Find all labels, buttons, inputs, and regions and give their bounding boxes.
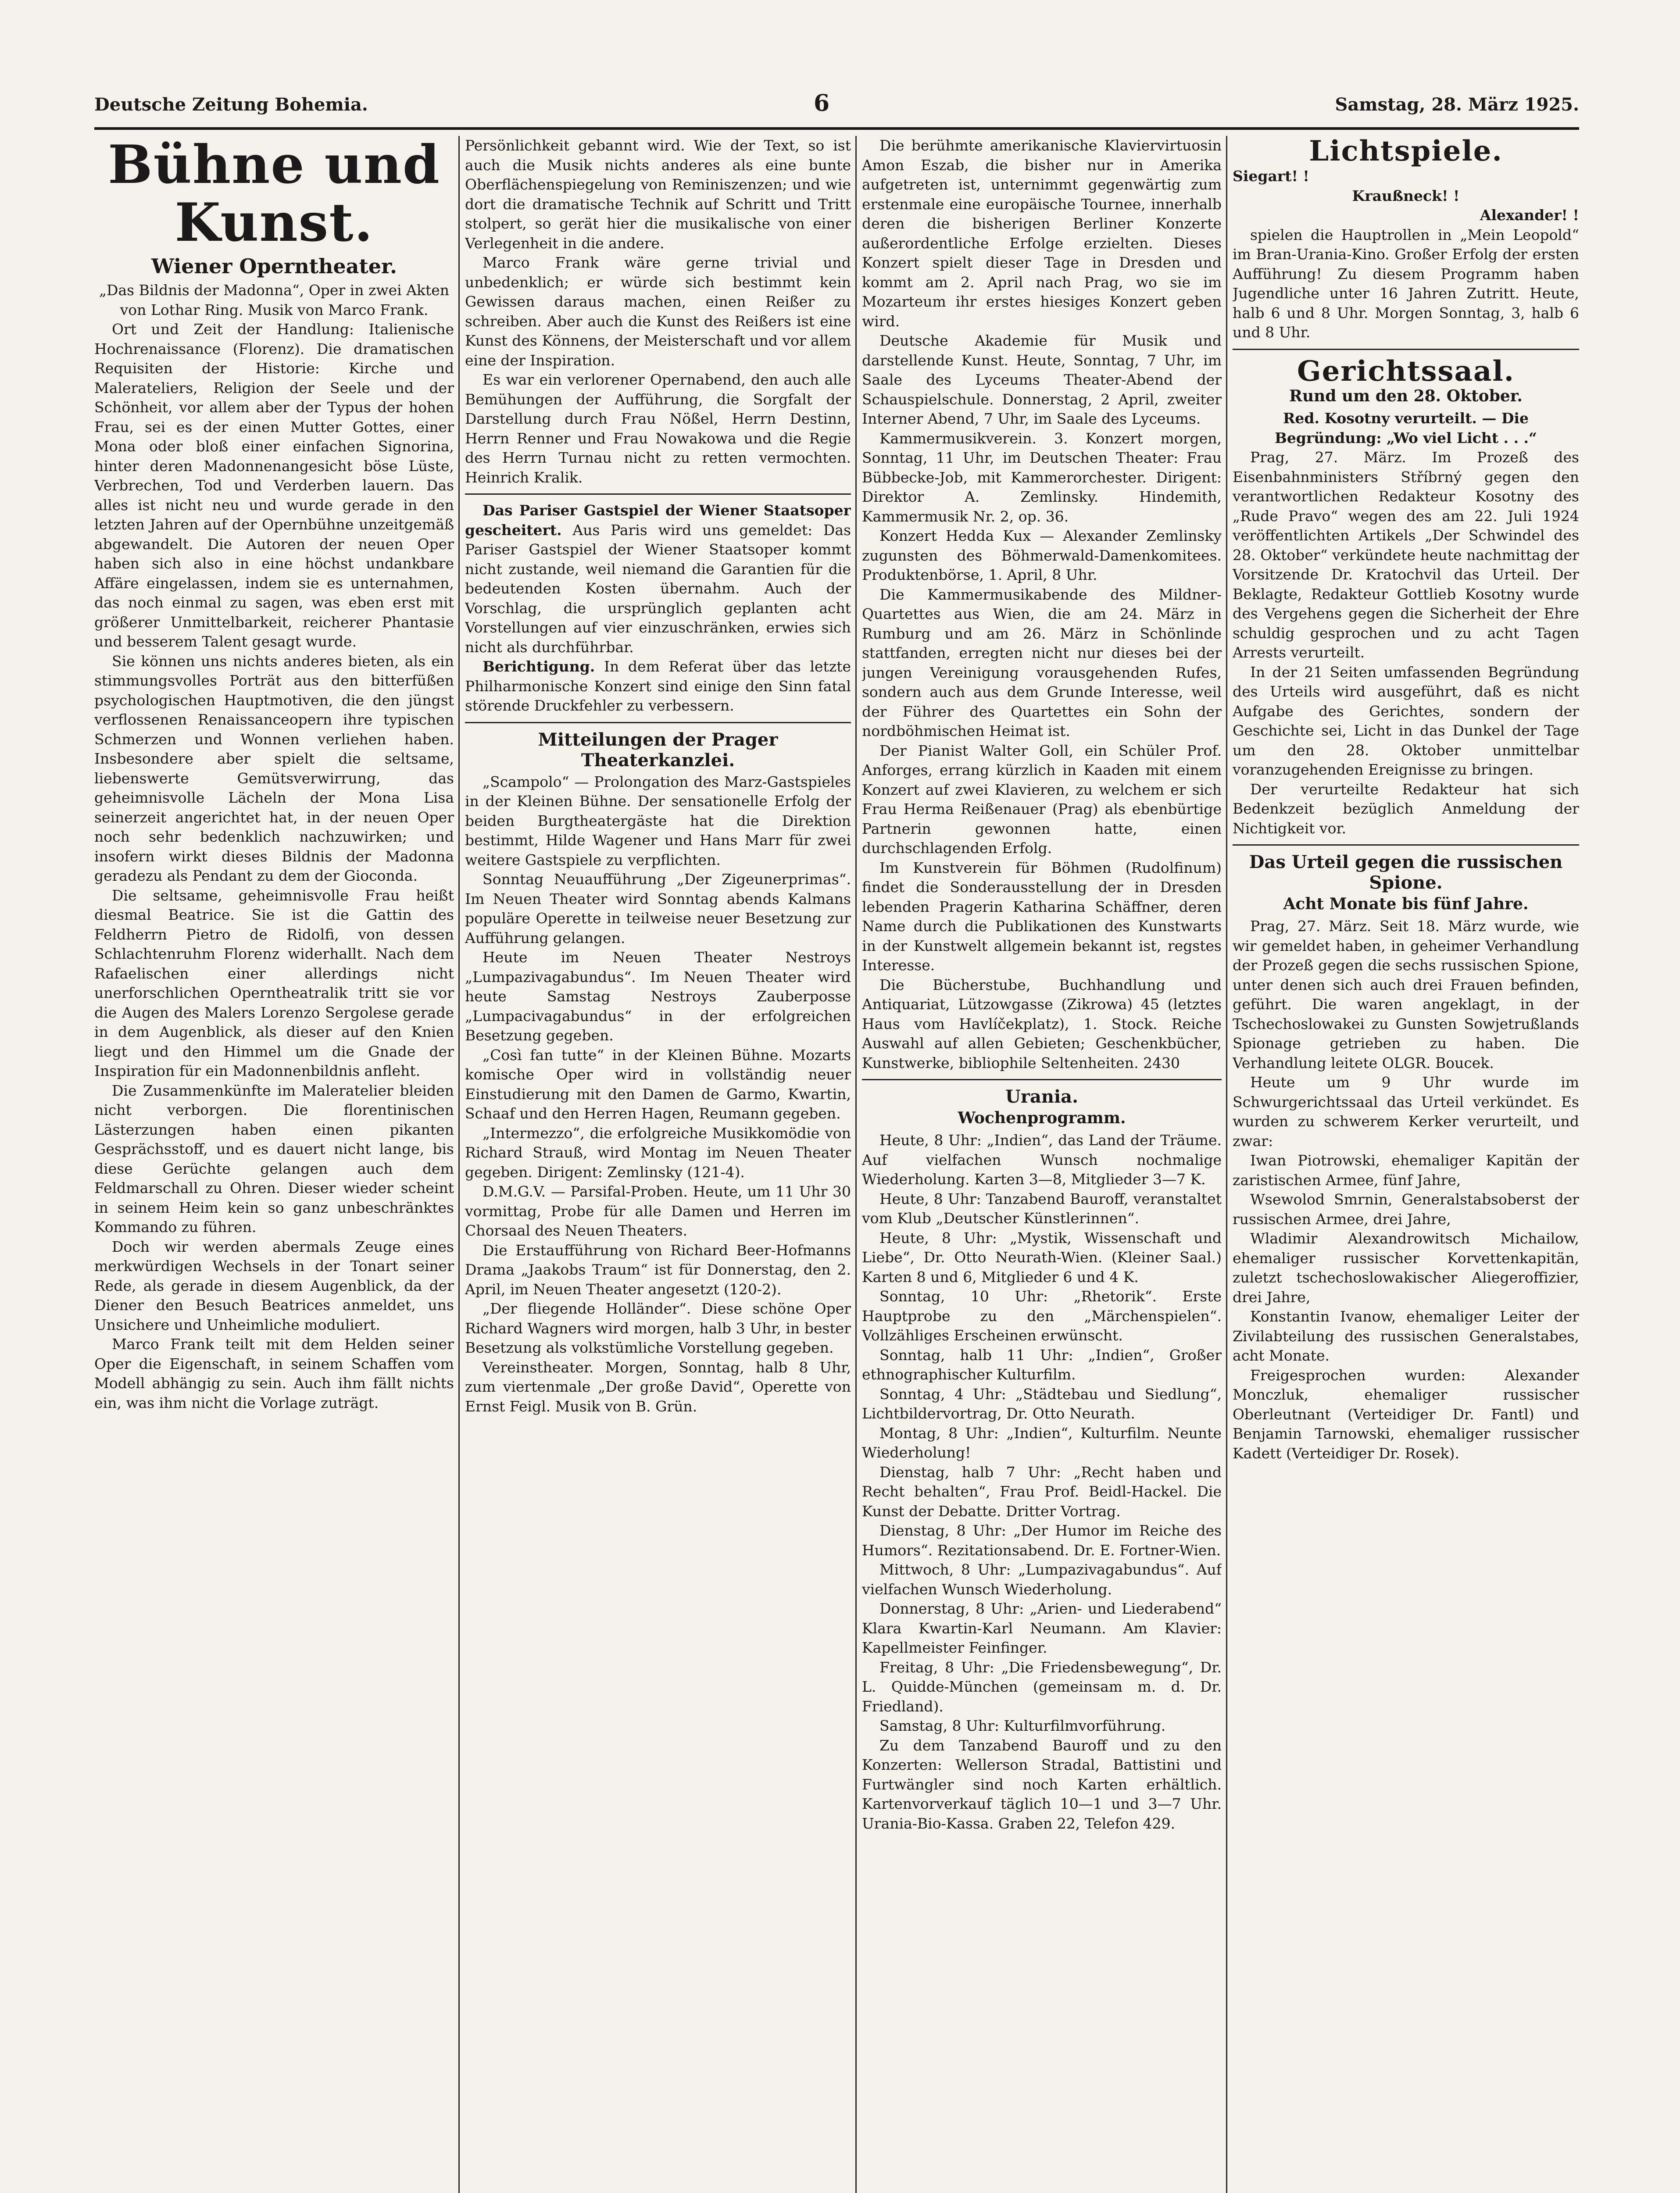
article-deck: Red. Kosotny verurteilt. — Die Begründung: „Wo viel Licht . . .“ xyxy=(1274,410,1537,446)
notice-title: Das Pariser Gastspiel der Wiener Staatsoper gescheitert. xyxy=(465,502,851,539)
urania-subtitle: Wochenprogramm. xyxy=(958,1109,1126,1127)
masthead: Deutsche Zeitung Bohemia. xyxy=(94,94,368,115)
theater-item: Heute im Neuen Theater Nestroys „Lumpazivagabundus“. Im Neuen Theater wird heute Samstag Nestroys Zauberposse „Lumpacivagabundus“ in der erfolgreichen Besetzung gegeben. xyxy=(465,949,851,1044)
article-paragraph: Die berühmte amerikanische Klaviervirtuosin Amon Eszab, die bisher nur in Amerika aufgetreten ist, unternimmt gegenwärtig zum erstenmale eine europäische Tournee, innerhalb deren die bisherigen Berliner Konzerte außerordentliche Erfolge erzielten. Dieses Konzert spielt dieser Tage in Dresden und kommt am 2. April nach Prag, wo sie im Mozarteum ihr erstes hiesiges Konzert geben wird. xyxy=(862,137,1222,330)
divider xyxy=(1233,844,1579,846)
theater-item: „Der fliegende Holländer“. Diese schöne Oper Richard Wagners wird morgen, halb 3 Uhr, in bester Besetzung als volkstümliche Vorstellung gegeben. xyxy=(465,1300,851,1356)
article-paragraph: Der Pianist Walter Goll, ein Schüler Prof. Anforges, errang kürzlich in Kaaden mit einem Konzert auf zwei Klavieren, zu welchem er sich Frau Herma Reißenauer (Prag) als ebenbürtige Partnerin gewonnen hatte, einen durchschlagenden Erfolg. xyxy=(862,742,1222,857)
program-item: Samstag, 8 Uhr: Kulturfilmvorführung. xyxy=(879,1717,1166,1734)
divider xyxy=(465,493,851,495)
page-header xyxy=(94,90,1579,121)
cast-line: Siegart! ! xyxy=(1233,168,1309,185)
divider xyxy=(465,722,851,723)
article-paragraph: Konstantin Ivanow, ehemaliger Leiter der Zivilabteilung des russischen Generalstabes, acht Monate. xyxy=(1233,1308,1579,1364)
column-divider xyxy=(458,136,460,2193)
article-paragraph: Marco Frank wäre gerne trivial und unbedenklich; er würde sich bestimmt kein Gewissen daraus machen, einen Reißer zu schreiben. Aber auch die Kunst des Reißers ist eine Kunst des Könnens, der Meisterschaft und vor allem eine der Inspiration. xyxy=(465,254,851,369)
program-item: Heute, 8 Uhr: Tanzabend Bauroff, veranstaltet vom Klub „Deutscher Künstlerinnen“. xyxy=(862,1190,1222,1227)
article-paragraph: Die seltsame, geheimnisvolle Frau heißt diesmal Beatrice. Sie ist die Gattin des Feldherrn Pietro de Ridolfi, von dessen Schlachtenruhm Florenz widerhallt. Nach dem Rafaelischen einer allerdings nicht unerforschlichen Operntheatralik tritt sie vor die Augen des Malers Lorenzo Sergolese gerade in dem Augenblick, als dieser auf den Knien liegt und den Himmel um die Gnade der Inspiration für ein Madonnenbildnis anfleht. xyxy=(94,886,454,1079)
theater-item: „Scampolo“ — Prolongation des Marz-Gastspieles in der Kleinen Bühne. Der sensationelle Erfolg der beiden Burgtheatergäste hat die Direktion bestimmt, Hilde Wagener und Hans Marr für zwei weitere Gastspiele zu verpflichten. xyxy=(465,773,851,868)
article-paragraph: Prag, 27. März. Seit 18. März wurde, wie wir gemeldet haben, in geheimer Verhandlung der Prozeß gegen die sechs russischen Spione, unter denen sich auch drei Frauen befinden, geführt. Die waren angeklagt, in der Tschechoslowakei zu Gunsten Sowjetrußlands Spionage getrieben zu haben. Die Verhandlung leitete OLGR. Boucek. xyxy=(1233,918,1579,1071)
article-intro: „Das Bildnis der Madonna“, Oper in zwei Akten von Lothar Ring. Musik von Marco Frank. xyxy=(99,282,450,318)
article-paragraph: Freigesprochen wurden: Alexander Monczluk, ehemaliger russischer Oberleutnant (Verteidiger Dr. Fantl) und Benjamin Tarnowski, ehemaliger russischer Kadett (Verteidiger Dr. Rosek). xyxy=(1233,1366,1579,1462)
divider xyxy=(862,1079,1222,1080)
program-item: Heute, 8 Uhr: „Indien“, das Land der Träume. Auf vielfachen Wunsch nochmalige Wiederholung. Karten 3—8, Mitglieder 3—7 K. xyxy=(862,1132,1222,1188)
article-paragraph: Iwan Piotrowski, ehemaliger Kapitän der zaristischen Armee, fünf Jahre, xyxy=(1233,1152,1579,1189)
page-number: 6 xyxy=(814,90,830,117)
column-2 xyxy=(465,136,851,2193)
program-item: Sonntag, halb 11 Uhr: „Indien“, Großer ethnographischer Kulturfilm. xyxy=(862,1346,1222,1383)
article-paragraph: Doch wir werden abermals Zeuge eines merkwürdigen Wechsels in der Tonart seiner Rede, als gerade in diesem Augenblick, da der Diener den Besuch Beatrices anmeldet, uns Unsichere und Unheimliche moduliert. xyxy=(94,1238,454,1333)
article-paragraph: Heute um 9 Uhr wurde im Schwurgerichtssaal das Urteil verkündet. Es wurden zu schwerem Kerker verurteilt, und zwar: xyxy=(1233,1074,1579,1150)
notice-title: Berichtigung. xyxy=(483,658,595,675)
article-paragraph: Kammermusikverein. 3. Konzert morgen, Sonntag, 11 Uhr, im Deutschen Theater: Frau Bübbecke-Job, mit Kammerorchester. Dirigent: Direktor A. Zemlinsky. Hindemith, Kammermusik Nr. 2, op. 36. xyxy=(862,429,1222,525)
article-paragraph: Im Kunstverein für Böhmen (Rudolfinum) findet die Sonderausstellung der in Dresden lebenden Pragerin Katharina Schäffner, deren Name durch die Publikationen des Kunstwarts in der Kunstwelt allgemein bekannt ist, regstes Interesse. xyxy=(862,859,1222,974)
article-paragraph: Deutsche Akademie für Musik und darstellende Kunst. Heute, Sonntag, 7 Uhr, im Saale des Lyceums Theater-Abend der Schauspielschule. Donnerstag, 2 April, zweiter Interner Abend, 7 Uhr, im Saale des Lyceums. xyxy=(862,332,1222,427)
theater-item: D.M.G.V. — Parsifal-Proben. Heute, um 11 Uhr 30 vormittag, Probe für alle Damen und Herren im Chorsaal des Neuen Theaters. xyxy=(465,1183,851,1239)
theater-item: „Intermezzo“, die erfolgreiche Musikkomödie von Richard Strauß, wird Montag im Neuen Theater gegeben. Dirigent: Zemlinsky (121-4). xyxy=(465,1124,851,1181)
article-paragraph: Die Zusammenkünfte im Maleratelier bleiden nicht verborgen. Die florentinischen Lästerzungen haben einen pikanten Gesprächsstoff, und es dauert nicht lange, bis diese Gerüchte gelangen auch dem Feldmarschall zu Ohren. Dieser wieder scheint in seinem Heim kein so ganz unbeschränktes Kommando zu führen. xyxy=(94,1082,454,1236)
program-item: Zu dem Tanzabend Bauroff und zu den Konzerten: Wellerson Stradal, Battistini und Furtwängler sind noch Karten erhältlich. Kartenvorverkauf täglich 10—1 und 3—7 Uhr. Urania-Bio-Kassa. Graben 22, Telefon 429. xyxy=(862,1736,1222,1832)
theater-item: Sonntag Neuaufführung „Der Zigeunerprimas“. Im Neuen Theater wird Sonntag abends Kalmans populäre Operette in teilweise neuer Besetzung zur Aufführung gelangen. xyxy=(465,871,851,946)
column-4 xyxy=(1233,136,1579,2193)
article-paragraph: Wladimir Alexandrowitsch Michailow, ehemaliger russischer Korvettenkapitän, zuletzt tschechoslowakischer Aliegeroffizier, drei Jahre, xyxy=(1233,1230,1579,1306)
column-divider xyxy=(855,136,857,2193)
article-paragraph: Es war ein verlorener Opernabend, den auch alle Bemühungen der Aufführung, die Sorgfalt der Darstellung durch Frau Nößel, Herrn Destinn, Herrn Renner und Frau Nowakowa und die Regie des Herrn Turnau nicht zu retten vermochten. Heinrich Kralik. xyxy=(465,371,851,486)
column-1 xyxy=(94,136,454,2193)
theater-item: „Così fan tutte“ in der Kleinen Bühne. Mozarts komische Oper wird in vollständig neuer Einstudierung mit den Damen de Garmo, Kwartin, Schaaf und den Herren Hagen, Reumann gegeben. xyxy=(465,1046,851,1122)
program-item: Dienstag, 8 Uhr: „Der Humor im Reiche des Humors“. Rezitationsabend. Dr. E. Fortner-Wien. xyxy=(862,1522,1222,1559)
cast-line: Kraußneck! ! xyxy=(1352,187,1460,204)
article-title: Das Urteil gegen die russischen Spione. xyxy=(1249,852,1563,893)
article-paragraph: Sie können uns nichts anderes bieten, als ein stimmungsvolles Porträt aus den bitterfüßen psychologischen Hauptmotiven, die den jüngst verflossenen Renaissanceopern ihre typischen Schmerzen und Wonnen verliehen haben. Insbesondere aber spielt die seltsame, liebenswerte Gemütsverwirrung, das geheimnisvolle Lächeln der Mona Lisa seinerzeit angerichtet hat, in der neuen Oper noch sehr bedenklich nachzuwirken; und insofern wirkt dieses Bildnis der Madonna geradezu als Pendant zu dem der Gioconda. xyxy=(94,652,454,884)
article-paragraph: Ort und Zeit der Handlung: Italienische Hochrenaissance (Florenz). Die dramatischen Requisiten der Historie: Kirche und Malerateliers, Religion der Seele und der Schönheit, vor allem aber der Typus der hohen Frau, sei es der einen Mutter Gottes, einer Mona oder bloß einer einfachen Signorina, hinter deren Madonnenangesicht böse Lüste, Verbrechen, Tod und Verderben lauern. Das alles ist nicht neu und wurde gerade in den letzten Jahren auf der Opernbühne unzeitgemäß abgewandelt. Die Autoren der neuen Oper haben sich also in eine höchst undankbare Affäre eingelassen, indem sie es unternahmen, das noch einmal zu sagen, was eben erst mit größerer Unmittelbarkeit, reicherer Phantasie und besserem Talent gesagt wurde. xyxy=(94,321,454,650)
program-item: Sonntag, 4 Uhr: „Städtebau und Siedlung“, Lichtbildervortrag, Dr. Otto Neurath. xyxy=(862,1385,1222,1422)
article-paragraph: spielen die Hauptrollen in „Mein Leopold“ im Bran-Urania-Kino. Großer Erfolg der ersten Aufführung! Zu diesem Programm haben Jugendliche unter 16 Jahren Zutritt. Heute, halb 6 und 8 Uhr. Morgen Sonntag, 3, halb 6 und 8 Uhr. xyxy=(1233,226,1579,341)
program-item: Mittwoch, 8 Uhr: „Lumpazivagabundus“. Auf vielfachen Wunsch Wiederholung. xyxy=(862,1561,1222,1598)
divider xyxy=(1233,349,1579,350)
theater-item: Die Erstaufführung von Richard Beer-Hofmanns Drama „Jaakobs Traum“ ist für Donnerstag, den 2. April, im Neuen Theater angesetzt (120-2). xyxy=(465,1241,851,1298)
article-paragraph: Marco Frank teilt mit dem Helden seiner Oper die Eigenschaft, in seinem Schaffen vom Modell abhängig zu sein. Auch ihm fällt nichts ein, was ihm nicht die Vorlage zuträgt. xyxy=(94,1336,454,1411)
article-paragraph: Konzert Hedda Kux — Alexander Zemlinsky zugunsten des Böhmerwald-Damenkomitees. Produktenbörse, 1. April, 8 Uhr. xyxy=(862,527,1222,583)
article-paragraph: Wsewolod Smrnin, Generalstabsoberst der russischen Armee, drei Jahre, xyxy=(1233,1191,1579,1228)
article-paragraph: In der 21 Seiten umfassenden Begründung des Urteils wird ausgeführt, daß es nicht Aufgabe des Gerichtes, sondern der Geschichte sei, Licht in das Dunkel der Tage um den 28. Oktober unmittelbar voranzugehenden Ereignisse zu bringen. xyxy=(1233,663,1579,779)
urania-title: Urania. xyxy=(1005,1086,1078,1107)
program-item: Montag, 8 Uhr: „Indien“, Kulturfilm. Neunte Wiederholung! xyxy=(862,1424,1222,1461)
article-paragraph: Persönlichkeit gebannt wird. Wie der Text, so ist auch die Musik nichts anderes als eine bunte Oberflächenspiegelung von Reminiszenzen; und wie dort die dramatische Technik auf Schritt und Tritt stolpert, so gerät hier die musikalische von einer Verlegenheit in die andere. xyxy=(465,137,851,252)
article-paragraph: Die Bücherstube, Buchhandlung und Antiquariat, Lützowgasse (Zikrowa) 45 (letztes Haus vom Havlíčekplatz), 1. Stock. Reiche Auswahl auf allen Gebieten; Geschenkbücher, Kunstwerke, bibliophile Seltenheiten. 2430 xyxy=(862,976,1222,1071)
program-item: Sonntag, 10 Uhr: „Rhetorik“. Erste Hauptprobe zu den „Märchenspielen“. Vollzähliges Erscheinen erwünscht. xyxy=(862,1288,1222,1344)
cast-line: Alexander! ! xyxy=(1480,207,1579,224)
article-paragraph: Der verurteilte Redakteur hat sich Bedenkzeit bezüglich Anmeldung der Nichtigkeit vor. xyxy=(1233,780,1579,837)
section-title: Lichtspiele. xyxy=(1309,136,1503,168)
program-item: Donnerstag, 8 Uhr: „Arien- und Liederabend“ Klara Kwartin-Karl Neumann. Am Klavier: Kapellmeister Feinfinger. xyxy=(862,1600,1222,1656)
section-title: Bühne und Kunst. xyxy=(108,136,440,254)
section-title: Gerichtssaal. xyxy=(1297,354,1515,388)
notice-text: In dem Referat über das letzte Philharmonische Konzert sind einige den Sinn fatal störende Druckfehler zu verbessern. xyxy=(465,658,851,714)
section-heading: Mitteilungen der Prager Theaterkanzlei. xyxy=(538,729,778,771)
article-subtitle: Rund um den 28. Oktober. xyxy=(1289,387,1523,406)
article-paragraph: Die Kammermusikabende des Mildner-Quartettes aus Wien, die am 24. März in Rumburg und am 26. März in Schönlinde stattfanden, erregten nicht nur dieses bei der jungen Vereinigung vorausgehenden Rufes, sondern auch aus dem Grunde Interesse, weil der Führer des Quartettes ein Sohn der nordböhmischen Heimat ist. xyxy=(862,586,1222,739)
program-item: Freitag, 8 Uhr: „Die Friedensbewegung“, Dr. L. Quidde-München (gemeinsam m. d. Dr. Friedland). xyxy=(862,1658,1222,1715)
program-item: Dienstag, halb 7 Uhr: „Recht haben und Recht behalten“, Frau Prof. Beidl-Hackel. Die Kunst der Debatte. Dritter Vortrag. xyxy=(862,1463,1222,1520)
header-rule xyxy=(94,127,1579,130)
column-3 xyxy=(862,136,1222,2193)
article-paragraph: Prag, 27. März. Im Prozeß des Eisenbahnministers Stříbrný gegen den verantwortlichen Redakteur Kosotny des „Rude Pravo“ wegen des am 22. Juli 1924 veröffentlichten Artikels „Der Schwindel des 28. Oktober“ verkündete heute nachmittag der Vorsitzende Dr. Kratochvil das Urteil. Der Beklagte, Redakteur Gottlieb Kosotny wurde des Vergehens gegen die Sicherheit der Ehre schuldig gesprochen und zu acht Tagen Arrests verurteilt. xyxy=(1233,449,1579,661)
issue-date: Samstag, 28. März 1925. xyxy=(1335,94,1579,115)
article-subtitle: Wiener Operntheater. xyxy=(151,254,397,278)
column-divider xyxy=(1226,136,1227,2193)
article-subtitle: Acht Monate bis fünf Jahre. xyxy=(1283,895,1529,914)
notice-text: Aus Paris wird uns gemeldet: Das Pariser Gastspiel der Wiener Staatsoper kommt nicht zustande, weil niemand die Garantien für die bedeutenden Kosten übernahm. Auch der Vorschlag, die ursprünglich geplanten acht Vorstellungen auf vier einzuschränken, erwies sich nicht als durchführbar. xyxy=(465,521,851,656)
theater-item: Vereinstheater. Morgen, Sonntag, halb 8 Uhr, zum viertenmale „Der große David“, Operette von Ernst Feigl. Musik von B. Grün. xyxy=(465,1358,851,1415)
program-item: Heute, 8 Uhr: „Mystik, Wissenschaft und Liebe“, Dr. Otto Neurath-Wien. (Kleiner Saal.) Karten 8 und 6, Mitglieder 6 und 4 K. xyxy=(862,1229,1222,1286)
